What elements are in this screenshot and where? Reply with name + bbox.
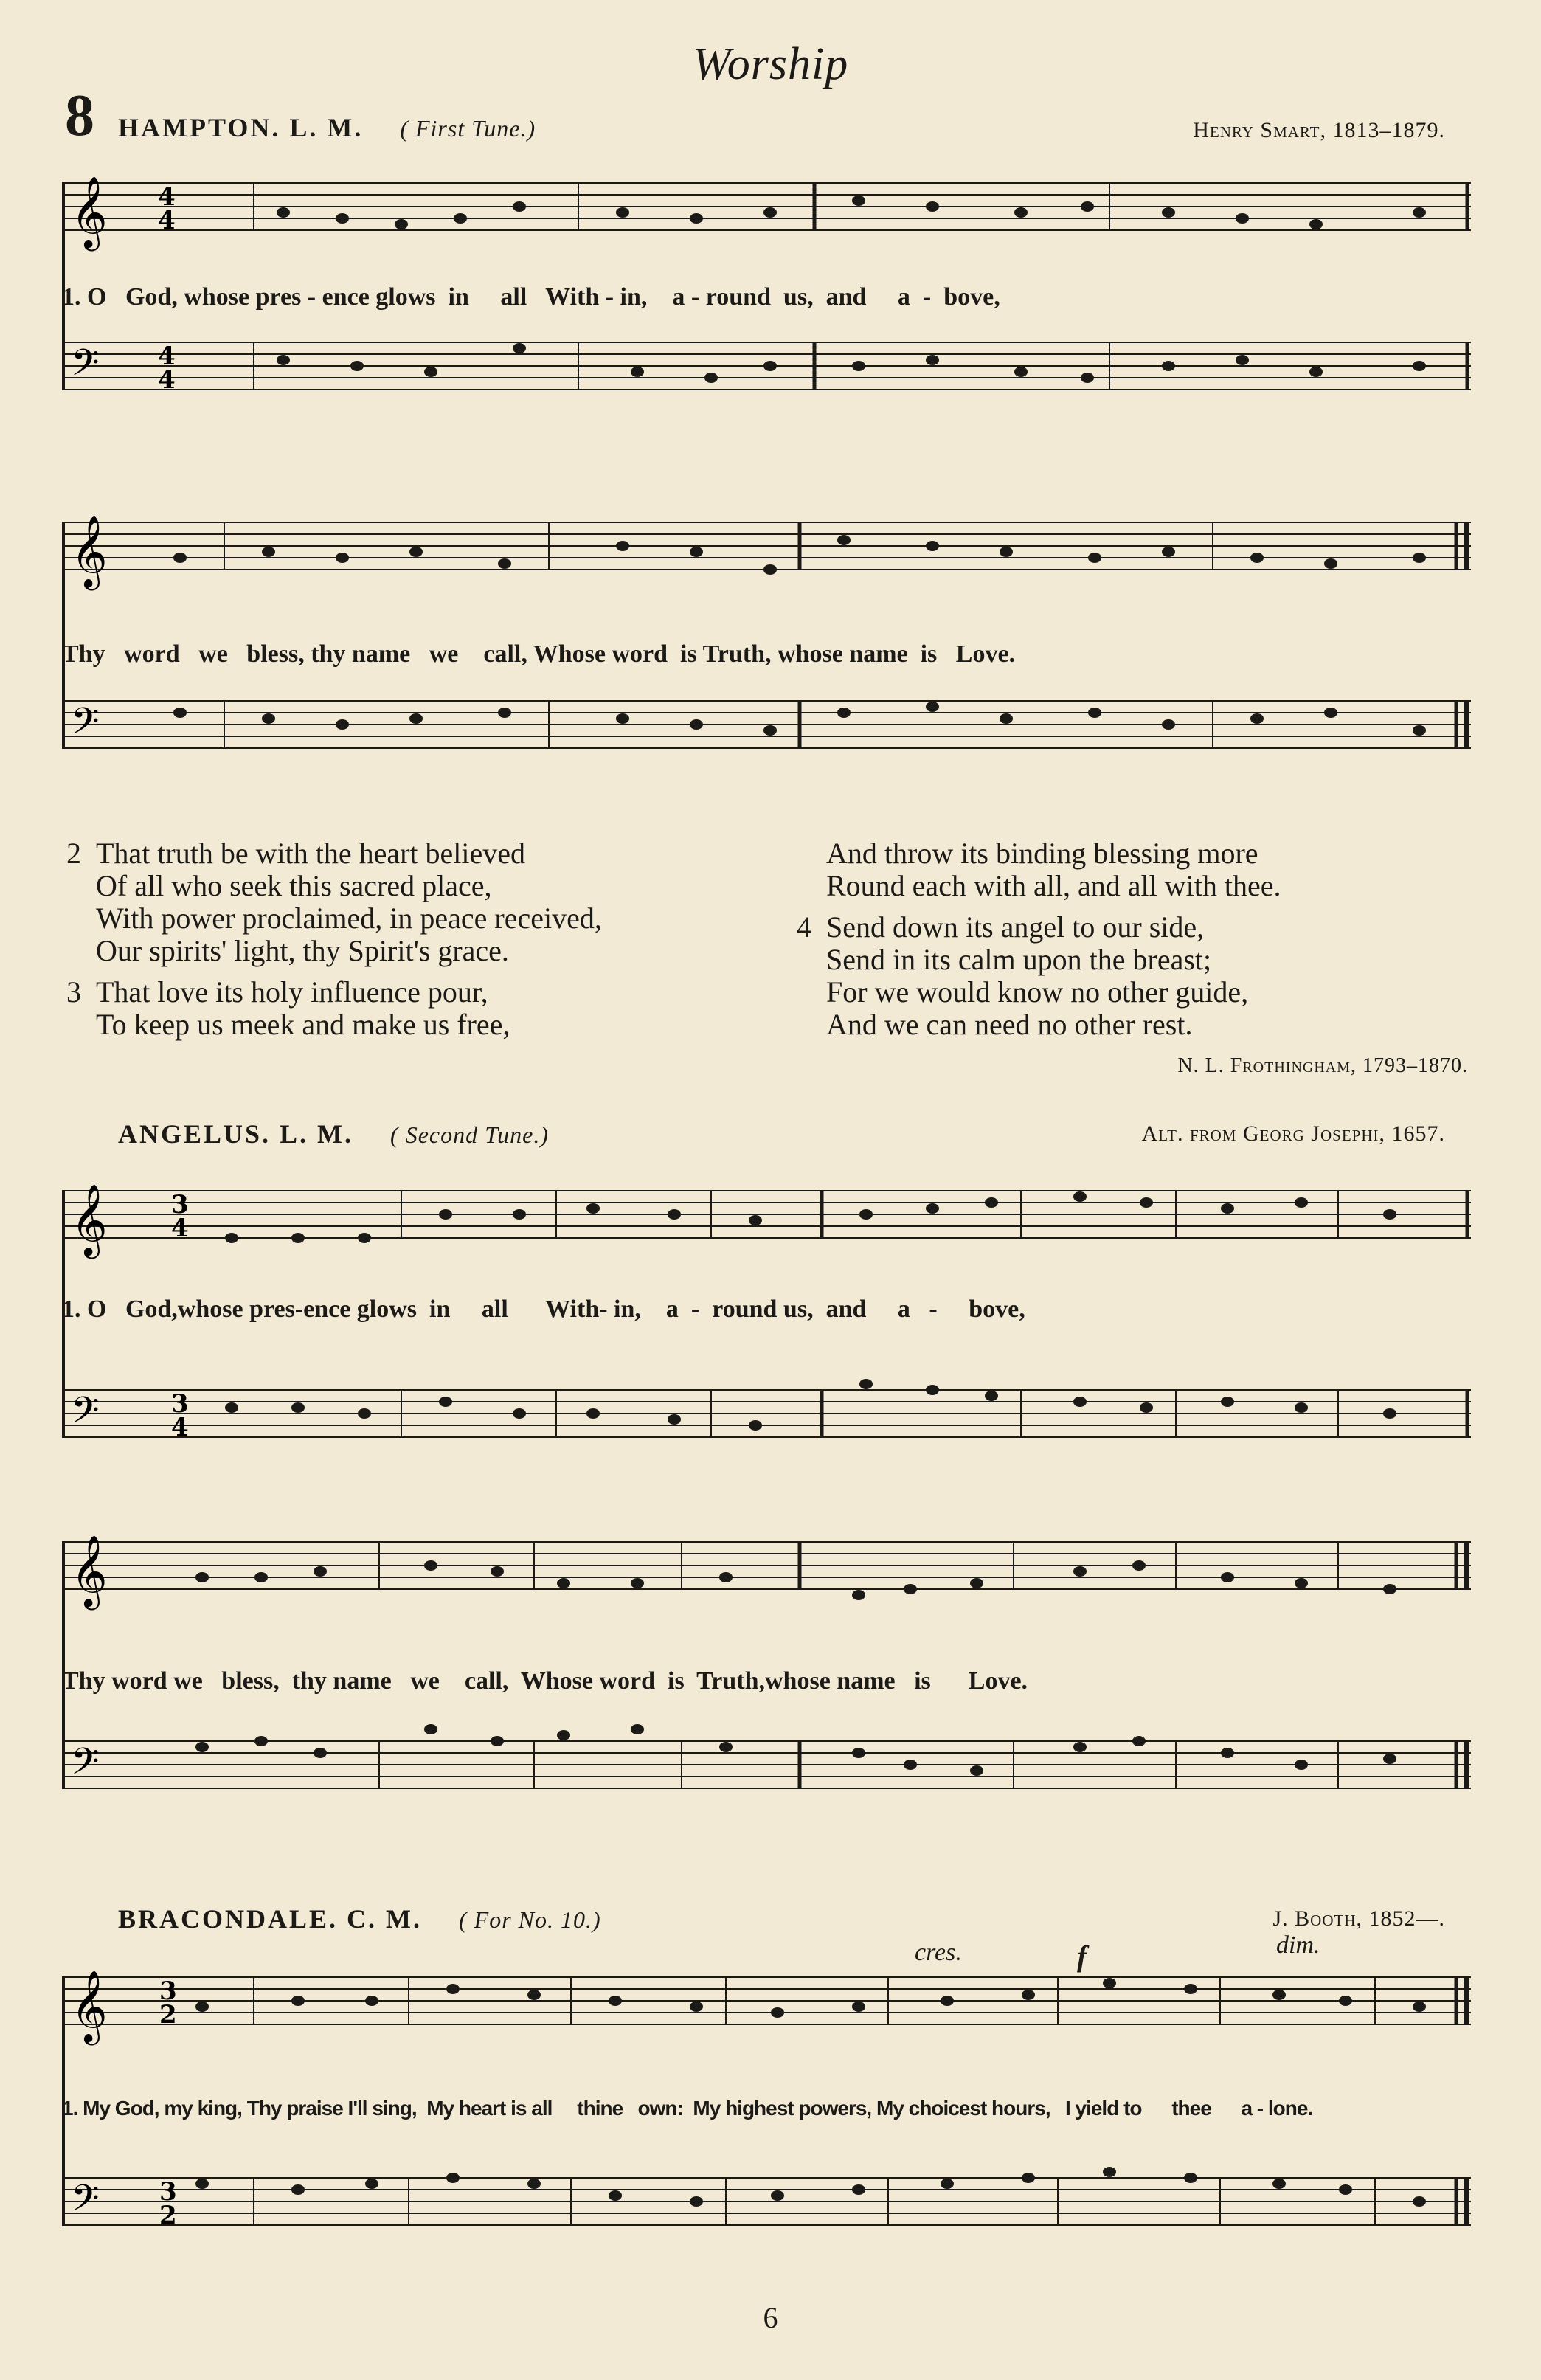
stanza-line: Our spirits' light, thy Spirit's grace. [96,934,509,967]
tune-name: BRACONDALE. C. M. [118,1904,423,1934]
lyric-line: Thy word we bless, thy name we call, Whose word is Truth, whose name is Love. [62,640,1016,668]
treble-clef-icon: 𝄞 [71,1183,108,1256]
svg-text:3: 3 [159,1976,177,2006]
tune-subtitle: ( For No. 10.) [459,1906,601,1933]
stanza-line: Send down its angel to our side, [826,910,1205,944]
stanza-line: Send in its calm upon the breast; [826,943,1212,976]
page-number: 6 [763,2301,778,2334]
lyric-line: 1. O God, whose pres - ence glows in all With - in, a - round us, and a - bove, [62,283,1000,311]
bass-clef-icon: 𝄢 [71,2177,100,2229]
svg-text:4: 4 [158,206,176,235]
stanza [797,911,1490,1041]
stanza-line: Round each with all, and all with thee. [826,869,1281,902]
stanza [66,837,760,967]
svg-text:2: 2 [159,2201,177,2230]
dynamic-mark-forte: f [1077,1940,1087,1973]
stanza-line: That love its holy influence pour, [96,975,488,1009]
bass-clef-icon: 𝄢 [71,1389,100,1441]
bass-clef-icon: 𝄢 [71,1740,100,1792]
composer-credit: J. Booth, 1852—. [1272,1906,1445,1931]
tune-name: ANGELUS. L. M. [118,1119,354,1149]
tune-subtitle: ( First Tune.) [400,115,536,142]
stanza-line: And throw its binding blessing more [826,837,1258,870]
svg-text:3: 3 [159,2177,177,2207]
lyric-line: 1. O God,whose pres-ence glows in all With- in, a - round us, and a - bove, [62,1295,1025,1323]
tune-subtitle: ( Second Tune.) [390,1121,549,1148]
svg-text:4: 4 [158,342,176,371]
author-credit: N. L. Frothingham, 1793–1870. [1177,1054,1468,1077]
lyric-line: 1. My God, my king, Thy praise I'll sing, My heart is all thine own: My highest powers, My choicest hours, I yield to thee a - lone. [62,2097,1313,2120]
stanza-line: To keep us meek and make us free, [96,1008,510,1041]
svg-text:2: 2 [159,2000,177,2030]
lyric-line: Thy word we bless, thy name we call, Whose word is Truth,whose name is Love. [62,1667,1028,1695]
stanza-number: 4 [797,910,811,944]
svg-text:4: 4 [171,1413,189,1442]
stanza-column-left [66,837,760,1050]
composer-credit: Alt. from Georg Josephi, 1657. [1141,1121,1445,1146]
tune-heading-hampton [118,112,536,143]
svg-text:4: 4 [158,182,176,212]
svg-text:4: 4 [171,1214,189,1243]
stanza [66,976,760,1041]
treble-clef-icon: 𝄞 [71,1535,108,1607]
svg-text:4: 4 [158,365,176,395]
stanza-line: And we can need no other rest. [826,1008,1193,1041]
section-title: Worship [692,39,849,89]
composer-credit: Henry Smart, 1813–1879. [1193,118,1445,142]
treble-clef-icon: 𝄞 [71,1970,108,2042]
hymn-number: 8 [65,83,94,148]
stanza-line: With power proclaimed, in peace received, [96,902,602,935]
tune-heading-bracondale [118,1903,601,1934]
dynamic-mark-cres: cres. [915,1939,962,1966]
stanza-number: 3 [66,975,81,1009]
stanza-number: 2 [66,837,81,870]
stanza-line: That truth be with the heart believed [96,837,526,870]
tune-heading-angelus [118,1118,549,1149]
dynamic-mark-dim: dim. [1276,1931,1320,1959]
svg-text:3: 3 [171,1389,189,1419]
treble-clef-icon: 𝄞 [71,176,108,248]
stanza-line: For we would know no other guide, [826,975,1249,1009]
svg-text:3: 3 [171,1190,189,1220]
bass-clef-icon: 𝄢 [71,342,100,393]
stanza [797,837,1490,902]
bass-clef-icon: 𝄢 [71,700,100,752]
tune-name: HAMPTON. L. M. [118,113,364,142]
treble-clef-icon: 𝄞 [71,515,108,587]
stanza-line: Of all who seek this sacred place, [96,869,492,902]
stanza-column-right [797,837,1490,1082]
